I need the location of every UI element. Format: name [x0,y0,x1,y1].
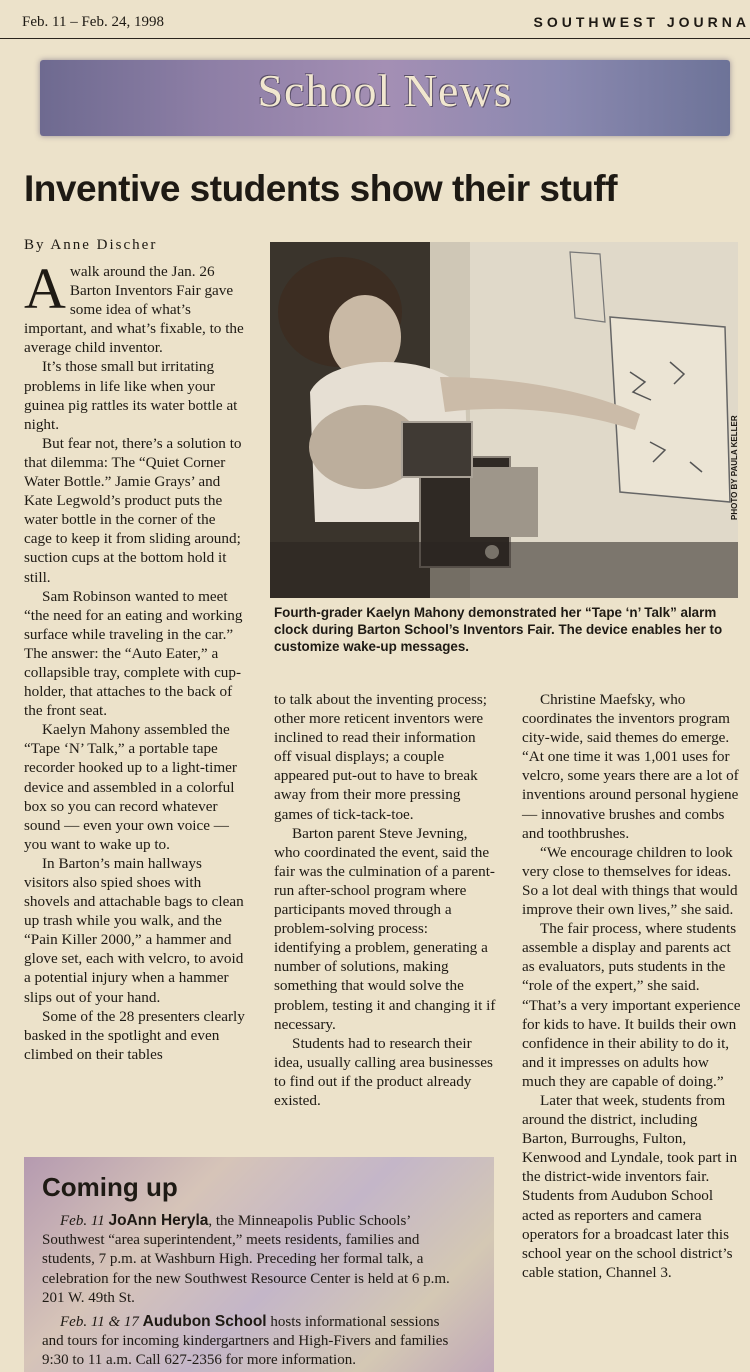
paper-name: SOUTHWEST JOURNA [533,14,750,30]
event-name: JoAnn Heryla [108,1212,209,1229]
headline: Inventive students show their stuff [24,168,618,209]
event-text: , the Minneapolis Public Schools’ Southwest “area superintendent,” meets residents, families and students, 7 p.m. at Washburn High. Preceding her formal talk, a celebration for the new Southwest Resource Center is held at 6 p.m. 201 W. 49th St. [42,1213,450,1306]
photo-caption: Fourth-grader Kaelyn Mahony demonstrated her “Tape ‘n’ Talk” alarm clock during Barton School’s Inventors Fair. The device enables her to customize wake-up messages. [274,605,723,654]
byline: By Anne Discher [24,237,158,253]
event-date: Feb. 11 [60,1213,105,1229]
section-title: School News [257,65,513,116]
photo-credit: PHOTO BY PAULA KELLER [730,415,739,520]
paragraph: Students had to research their idea, usually calling area businesses to find out if the product already existed. [274,1034,493,1109]
coming-up-title: Coming up [42,1172,178,1202]
issue-date: Feb. 11 – Feb. 24, 1998 [22,14,164,30]
drop-cap: A [24,256,66,321]
article-column-2 [274,690,496,1110]
lead-text: walk around the Jan. 26 Barton Inventors Fair gave some idea of what’s important, and what’s fixable, to the average child inventor. [24,263,244,357]
paragraph: Barton parent Steve Jevning, who coordinated the event, said the fair was the culmination of a parent-run after-school program where participants moved through a problem-solving process: identifying a problem, generating a number of solutions, making something that would solve the problem, testing it and changing it if necessary. [274,824,496,1033]
paragraph: “We encourage children to look very close to themselves for ideas. So a lot deal with things that would improve their own lives,” she said. [522,843,738,919]
paragraph: Later that week, students from around the district, including Barton, Burroughs, Fulton, Kenwood and Lyndale, took part in the district-wide inventors fair. Students from Audubon School acted as reporters and camera operators for a broadcast later this school year on the school district’s cable station, Channel 3. [522,1091,738,1281]
event-text: hosts informational sessions and tours for incoming kindergartners and High-Fivers and families 9:30 to 11 a.m. Call 627-2356 for more information. [42,1314,449,1369]
article-photo [270,242,738,598]
event-item [42,1312,454,1371]
paragraph: But fear not, there’s a solution to that dilemma: The “Quiet Corner Water Bottle.” Jamie Grays’ and Kate Legwold’s product puts the water bottle in the corner of the cage to keep it from sliding around; suction cups at the bottom hold it still. [24,434,242,586]
article-column-3 [522,690,746,1282]
event-item [42,1211,454,1308]
event-name: Audubon School [142,1313,267,1330]
paragraph [24,256,246,357]
paragraph: In Barton’s main hallways visitors also spied shoes with shovels and attachable bags to clean up trash while you walk, and the “Pain Killer 2000,” a hammer and glove set, each with velcro, to avoid a potential injury when a hammer slips out of your hand. [24,854,244,1006]
paragraph: to talk about the inventing process; other more reticent inventors were inclined to read their information off visual displays; a couple appeared put-out to have to break away from their more pressing games of tick-tack-toe. [274,691,488,823]
paragraph: Kaelyn Mahony assembled the “Tape ‘N’ Talk,” a portable tape recorder hooked up to a light-timer device and assembled in a colorful box so you can record whatever sound — even your own voice — you want to wake up to. [24,721,237,853]
paragraph: It’s those small but irritating problems in life like when your guinea pig rattles its water bottle at night. [24,358,238,433]
event-date: Feb. 11 & 17 [60,1314,139,1330]
paragraph: The fair process, where students assemble a display and parents act as evaluators, puts students in the “role of the expert,” she said. “That’s a very important experience for kids to have. It builds their own confidence in their ability to do it, and it impresses on adults how much they are capable of doing.” [522,920,741,1090]
paragraph: Some of the 28 presenters clearly basked in the spotlight and even climbed on their tables [24,1007,245,1063]
paragraph: Christine Maefsky, who coordinates the inventors program city-wide, said themes do emerge. “At one time it was 1,001 uses for velcro, some years there are a lot of inventions around personal hygiene — innovative brushes and combs and toothbrushes. [522,691,739,842]
article-column-1 [24,256,246,1064]
paragraph: Sam Robinson wanted to meet “the need for an eating and working surface while traveling in the car.” The answer: the “Auto Eater,” a collapsible tray, complete with cup-holder, that attaches to the back of the front seat. [24,587,243,720]
